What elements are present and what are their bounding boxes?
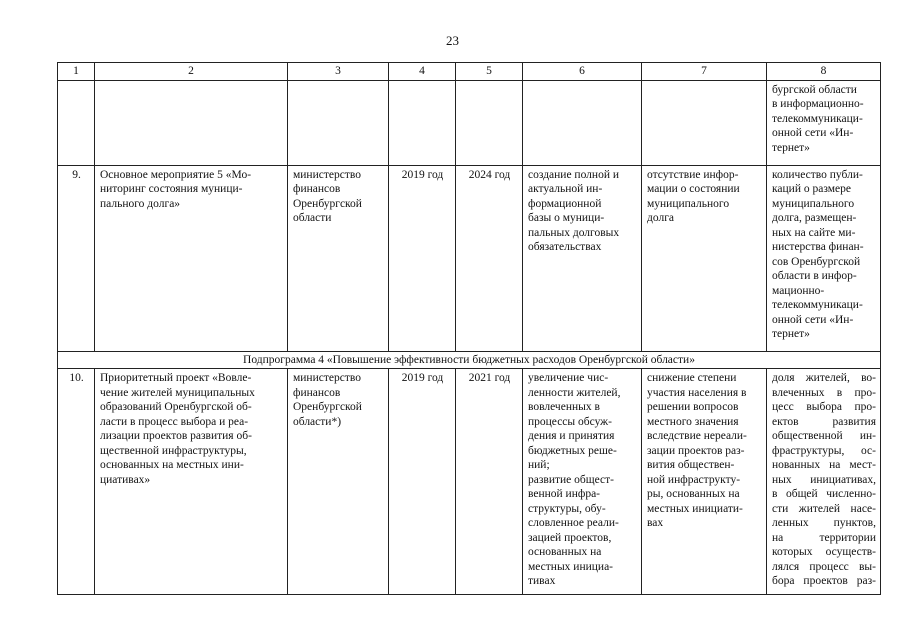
table-cell	[389, 80, 456, 165]
cell-line: образований Оренбургской об-	[100, 401, 252, 413]
indicator-cell	[767, 165, 881, 351]
column-header: 8	[767, 63, 881, 81]
cell-line: количество публи-	[772, 168, 863, 181]
cell-line: основанных на местных ини-	[100, 459, 244, 471]
cell-line: структуры, обу-	[528, 502, 606, 515]
cell-line: бора проектов раз-	[772, 575, 876, 587]
cell-line: нистерства финан-	[772, 241, 864, 253]
cell-line: цесс выбора про-	[772, 401, 876, 413]
page-number: 23	[446, 33, 459, 48]
cell-line: министерство	[293, 372, 361, 384]
cell-line: Оренбургской	[293, 401, 362, 413]
cell-line: мации о состоянии	[647, 183, 740, 195]
start-year-cell: 2019 год	[389, 369, 456, 595]
table-cell	[456, 80, 523, 165]
cell-line: словленное реали-	[528, 517, 619, 529]
measure-name-cell	[95, 165, 288, 351]
table-row-9	[58, 165, 881, 351]
cell-line: дения и принятия	[528, 430, 615, 442]
cell-line: бургской области	[772, 83, 857, 96]
end-year-cell: 2021 год	[456, 369, 523, 595]
table-row-10	[58, 369, 881, 595]
expected-result-cell	[523, 369, 642, 595]
cell-line: долга	[647, 212, 675, 224]
cell-line: доля жителей, во-	[772, 372, 876, 384]
row-number: 9.	[58, 165, 95, 351]
cell-line: основанных на	[528, 546, 602, 558]
cell-line: Основное мероприятие 5 «Мо-	[100, 168, 252, 181]
subprogram-row	[58, 351, 881, 369]
cell-line: которых осуществ-	[772, 546, 876, 558]
cell-line: пальных долговых	[528, 226, 620, 239]
cell-line: пального долга»	[100, 197, 181, 210]
row-number: 10.	[58, 369, 95, 595]
cell-line: долга, размещен-	[772, 212, 857, 224]
cell-line: ектов развития	[772, 415, 876, 428]
cell-line: влеченных в про-	[772, 386, 876, 399]
cell-line: области*)	[293, 415, 342, 428]
cell-line: создание полной и	[528, 168, 620, 181]
cell-line: Оренбургской	[293, 197, 362, 210]
consequences-cell	[642, 165, 767, 351]
column-header: 7	[642, 63, 767, 81]
cell-line: лизации проектов развития об-	[100, 430, 252, 442]
cell-line: вследствие нереали-	[647, 430, 747, 442]
table-cell	[523, 80, 642, 165]
cell-line: местного значения	[647, 415, 739, 428]
table-cell	[288, 80, 389, 165]
cell-line: местных инициати-	[647, 502, 743, 515]
cell-line: финансов	[293, 183, 341, 195]
cell-line: циативах»	[100, 473, 151, 486]
cell-line: сов Оренбургской	[772, 255, 861, 268]
cell-line: в общей численно-	[772, 488, 876, 500]
continuation-indicator-cell	[767, 80, 881, 165]
cell-line: финансов	[293, 386, 341, 399]
cell-line: обязательствах	[528, 241, 602, 253]
cell-line: нованных на мест-	[772, 459, 876, 471]
cell-line: тернет»	[772, 328, 810, 340]
column-header: 1	[58, 63, 95, 81]
column-number-row	[58, 63, 881, 81]
cell-line: зацией проектов,	[528, 531, 612, 544]
cell-line: ленности жителей,	[528, 386, 621, 399]
executor-cell	[288, 369, 389, 595]
executor-cell	[288, 165, 389, 351]
subprogram-title: Подпрограмма 4 «Повышение эффективности бюджетных расходов Оренбургской области»	[58, 351, 881, 369]
end-year-cell: 2024 год	[456, 165, 523, 351]
cell-line: сти жителей насе-	[772, 502, 876, 515]
cell-line: ниторинг состояния муници-	[100, 183, 243, 195]
cell-line: ленных пунктов,	[772, 517, 876, 529]
cell-line: фраструктуры, ос-	[772, 444, 876, 457]
cell-line: развитие общест-	[528, 473, 614, 486]
cell-line: ной инфраструкту-	[647, 473, 741, 486]
cell-line: мационно-	[772, 284, 825, 297]
cell-line: Приоритетный проект «Вовле-	[100, 372, 252, 384]
cell-line: на территории	[772, 531, 876, 544]
indicator-cell	[767, 369, 881, 595]
cell-line: телекоммуникаци-	[772, 112, 863, 125]
column-header: 2	[95, 63, 288, 81]
cell-line: вития обществен-	[647, 459, 735, 471]
cell-line: чение жителей муниципальных	[100, 386, 255, 399]
cell-line: телекоммуникаци-	[772, 299, 863, 311]
cell-line: ных на сайте ми-	[772, 226, 856, 239]
cell-line: отсутствие инфор-	[647, 168, 739, 181]
cell-line: ных инициативах,	[772, 473, 876, 486]
cell-line: лялся процесс вы-	[772, 560, 876, 573]
cell-line: венной инфра-	[528, 488, 600, 500]
cell-line: формационной	[528, 197, 602, 210]
cell-line: участия населения в	[647, 386, 747, 399]
cell-line: вовлеченных в	[528, 401, 600, 413]
cell-line: процессы обсуж-	[528, 415, 612, 428]
cell-line: общественной ин-	[772, 430, 876, 442]
column-header: 5	[456, 63, 523, 81]
cell-line: местных инициа-	[528, 560, 614, 573]
cell-line: решении вопросов	[647, 401, 739, 413]
measure-name-cell	[95, 369, 288, 595]
table-cell	[95, 80, 288, 165]
cell-line: онной сети «Ин-	[772, 313, 854, 326]
start-year-cell: 2019 год	[389, 165, 456, 351]
continuation-row	[58, 80, 881, 165]
cell-line: муниципального	[772, 197, 855, 210]
cell-line: увеличение чис-	[528, 372, 609, 384]
table-cell	[642, 80, 767, 165]
table-cell	[58, 80, 95, 165]
cell-line: вах	[647, 517, 664, 529]
expected-result-cell	[523, 165, 642, 351]
cell-line: ласти в процесс выбора и реа-	[100, 415, 249, 428]
cell-line: области	[293, 212, 332, 224]
measures-table	[57, 62, 881, 595]
cell-line: щественной инфраструктуры,	[100, 444, 247, 457]
consequences-cell	[642, 369, 767, 595]
column-header: 6	[523, 63, 642, 81]
cell-line: министерство	[293, 168, 361, 181]
cell-line: актуальной ин-	[528, 183, 603, 195]
cell-line: ний;	[528, 459, 550, 471]
cell-line: базы о муници-	[528, 212, 605, 224]
cell-line: области в инфор-	[772, 270, 857, 282]
column-header: 3	[288, 63, 389, 81]
cell-line: зации проектов раз-	[647, 444, 745, 457]
cell-line: тивах	[528, 575, 556, 587]
cell-line: тернет»	[772, 141, 810, 154]
cell-line: муниципального	[647, 197, 730, 210]
cell-line: снижение степени	[647, 372, 737, 384]
cell-line: онной сети «Ин-	[772, 127, 854, 139]
cell-line: каций о размере	[772, 183, 851, 195]
cell-line: бюджетных реше-	[528, 444, 617, 457]
column-header: 4	[389, 63, 456, 81]
cell-line: в информационно-	[772, 98, 864, 110]
cell-line: ры, основанных на	[647, 488, 740, 500]
